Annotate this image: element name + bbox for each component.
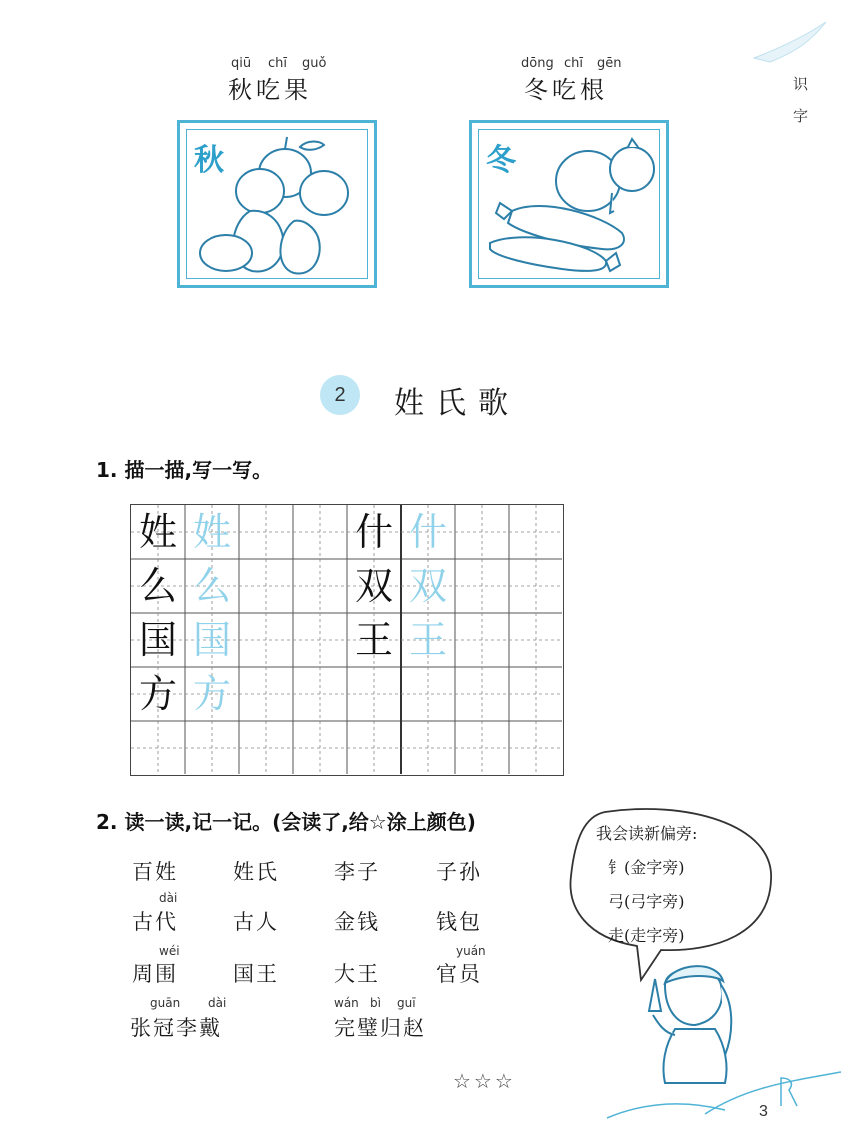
pinyin-chi-2: chī: [564, 56, 583, 71]
word-gudai: 古代: [132, 910, 178, 934]
autumn-char: 秋: [194, 143, 224, 178]
radish-illustration: [482, 133, 656, 275]
pinyin-qiu: qiū: [231, 56, 252, 71]
bird-icon: [750, 18, 830, 68]
word-baixing: 百姓: [132, 860, 178, 884]
pinyin-guan: guān: [150, 996, 181, 1010]
grid-char-guo: 国: [138, 618, 177, 662]
winter-picture: [469, 120, 669, 288]
writing-grid[interactable]: [130, 504, 564, 776]
bubble-item-zou: 走(走字旁): [608, 926, 685, 945]
pinyin-yuan: yuán: [456, 944, 486, 958]
side-label-shi: 识: [793, 75, 809, 93]
bubble-item-gong: 弓(弓字旁): [608, 892, 685, 911]
grid-trace-fang: 方: [192, 672, 231, 716]
section-1-heading: 1. 描一描,写一写。: [96, 458, 273, 482]
grid-char-wang: 王: [354, 618, 393, 662]
word-xingshi: 姓氏: [233, 860, 279, 884]
fruit-illustration: [190, 133, 364, 275]
rating-stars[interactable]: ☆☆☆: [453, 1069, 516, 1093]
grid-trace-me: 么: [192, 564, 231, 608]
word-jinqian: 金钱: [334, 910, 380, 934]
grid-trace-shuang: 双: [408, 564, 447, 608]
word-zhouwei: 周围: [132, 962, 178, 986]
grid-trace-xing: 姓: [192, 510, 231, 554]
word-qianbao: 钱包: [436, 910, 482, 934]
grid-char-me: 么: [138, 564, 177, 608]
grid-char-fang: 方: [138, 672, 177, 716]
word-dawang: 大王: [334, 962, 380, 986]
bubble-item-jin: 钅(金字旁): [608, 858, 685, 877]
winter-char: 冬: [486, 143, 516, 178]
grid-char-shen: 什: [354, 510, 393, 554]
word-lizi: 李子: [334, 860, 380, 884]
pinyin-gen: gēn: [597, 56, 622, 71]
section-2-heading: 2. 读一读,记一记。(会读了,给☆涂上颜色): [96, 810, 476, 834]
grid-trace-guo: 国: [192, 618, 231, 662]
pinyin-dong: dōng: [521, 56, 554, 71]
word-zhangguanlidai: 张冠李戴: [130, 1016, 222, 1040]
word-guanyuan: 官员: [436, 962, 482, 986]
grid-trace-shen: 什: [408, 510, 447, 554]
wave-decoration: [605, 1058, 845, 1122]
word-guowang: 国王: [233, 962, 279, 986]
lesson-title: 姓氏歌: [394, 386, 520, 421]
pinyin-guo: guǒ: [302, 56, 327, 71]
pinyin-chi: chī: [268, 56, 287, 71]
grid-trace-wang: 王: [408, 618, 447, 662]
pinyin-bi: bì: [370, 996, 381, 1010]
caption-winter: 冬吃根: [524, 76, 608, 104]
pinyin-dai-2: dài: [208, 996, 227, 1010]
word-wanbiguizhao: 完璧归赵: [334, 1016, 426, 1040]
pinyin-wei: wéi: [159, 944, 180, 958]
pinyin-gui: guī: [397, 996, 416, 1010]
lesson-number: 2: [320, 375, 360, 415]
pinyin-dai: dài: [159, 891, 178, 905]
word-guren: 古人: [233, 910, 279, 934]
bubble-title: 我会读新偏旁:: [596, 824, 698, 843]
pinyin-wan: wán: [334, 996, 359, 1010]
word-zisun: 子孙: [436, 860, 482, 884]
autumn-picture: [177, 120, 377, 288]
caption-autumn: 秋吃果: [228, 76, 312, 104]
page-number: 3: [759, 1103, 768, 1120]
side-label-zi: 字: [793, 107, 809, 125]
grid-char-xing: 姓: [138, 510, 177, 554]
grid-char-shuang: 双: [354, 564, 393, 608]
